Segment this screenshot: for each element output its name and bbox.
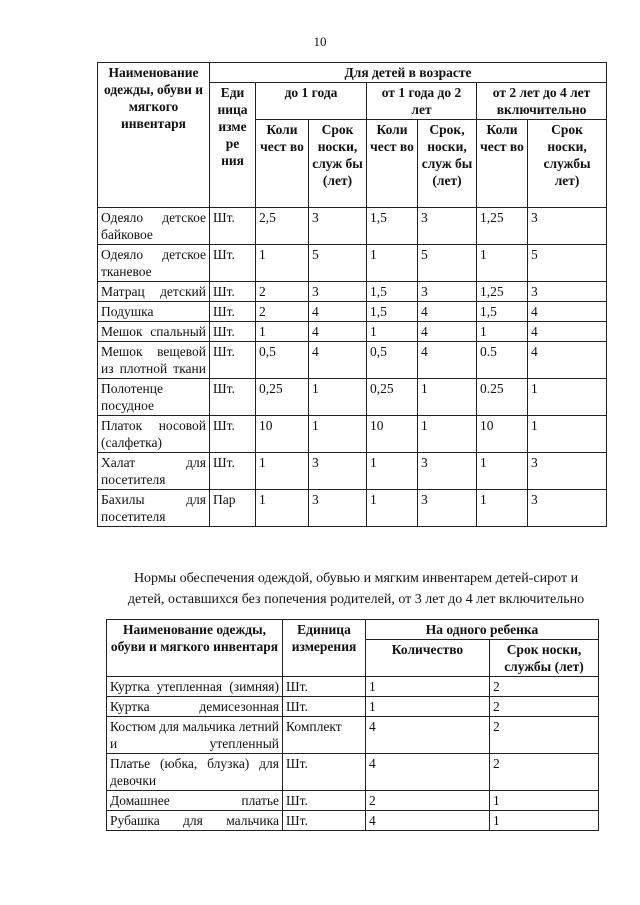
table-row (107, 811, 599, 831)
item-quantity: 1 (367, 322, 418, 342)
item-name: Платок носовой (салфетка) (98, 416, 210, 453)
item-unit: Шт. (210, 208, 256, 245)
item-quantity: 1 (477, 322, 528, 342)
item-service-term: 3 (528, 453, 607, 490)
item-name: Куртка утепленная (зимняя) (107, 677, 283, 697)
item-service-term: 1 (528, 416, 607, 453)
item-quantity: 1 (256, 322, 309, 342)
item-service-term: 3 (309, 453, 367, 490)
page-number: 10 (313, 34, 327, 49)
item-name: Полотенце посудное (98, 379, 210, 416)
header-per-child: На одного ребенка (366, 620, 599, 640)
header-name: Наименование одежды, обуви и мягкого инвентаря (107, 620, 283, 677)
header-quantity: Количество (366, 640, 490, 677)
table-row (98, 282, 607, 302)
header-quantity: Коли чест во (367, 120, 418, 208)
table-row (98, 453, 607, 490)
item-quantity: 1 (367, 490, 418, 527)
item-service-term: 2 (490, 697, 599, 717)
item-unit: Шт. (210, 416, 256, 453)
header-service-term: Срок носки, службы (лет) (490, 640, 599, 677)
item-service-term: 3 (528, 208, 607, 245)
item-quantity: 2 (256, 282, 309, 302)
item-unit: Шт. (210, 379, 256, 416)
item-service-term: 5 (418, 245, 477, 282)
item-service-term: 4 (309, 302, 367, 322)
item-service-term: 3 (418, 453, 477, 490)
item-service-term: 4 (528, 302, 607, 322)
item-quantity: 1 (366, 677, 490, 697)
item-quantity: 1,5 (367, 208, 418, 245)
item-quantity: 1 (366, 697, 490, 717)
header-unit: Единица измерения (283, 620, 366, 677)
item-service-term: 4 (309, 322, 367, 342)
item-name: Одеяло детское байковое (98, 208, 210, 245)
item-unit: Шт. (210, 453, 256, 490)
item-name: Халат для посетителя (98, 453, 210, 490)
item-service-term: 3 (528, 490, 607, 527)
item-quantity: 0.25 (477, 379, 528, 416)
table-clothing-norms-by-age (97, 62, 607, 527)
item-quantity: 1,5 (477, 302, 528, 322)
item-quantity: 4 (366, 811, 490, 831)
item-unit: Шт. (283, 697, 366, 717)
header-service-term: Срок носки, службы лет) (528, 120, 607, 208)
item-name: Бахилы для посетителя (98, 490, 210, 527)
item-quantity: 1,5 (367, 282, 418, 302)
item-name: Платье (юбка, блузка) для девочки (107, 754, 283, 791)
item-name: Одеяло детское тканевое (98, 245, 210, 282)
header-service-term: Срок, носки, служ бы (лет) (418, 120, 477, 208)
item-quantity: 1 (477, 453, 528, 490)
item-service-term: 4 (418, 322, 477, 342)
item-name: Домашнее платье (107, 791, 283, 811)
item-service-term: 4 (528, 322, 607, 342)
header-age-2-4: от 2 лет до 4 лет включительно (477, 83, 607, 120)
item-quantity: 2,5 (256, 208, 309, 245)
item-service-term: 1 (490, 791, 599, 811)
item-service-term: 1 (490, 811, 599, 831)
item-quantity: 1 (367, 245, 418, 282)
table-row (107, 717, 599, 754)
item-quantity: 0,5 (367, 342, 418, 379)
item-quantity: 10 (256, 416, 309, 453)
item-quantity: 1 (477, 490, 528, 527)
item-unit: Шт. (210, 322, 256, 342)
header-service-term: Срок носки, служ бы (лет) (309, 120, 367, 208)
item-unit: Шт. (210, 302, 256, 322)
item-service-term: 1 (418, 379, 477, 416)
item-service-term: 3 (309, 282, 367, 302)
item-service-term: 1 (309, 416, 367, 453)
item-quantity: 1 (256, 453, 309, 490)
item-quantity: 0,5 (256, 342, 309, 379)
item-service-term: 1 (528, 379, 607, 416)
item-quantity: 0,25 (367, 379, 418, 416)
table-row (98, 490, 607, 527)
item-service-term: 2 (490, 677, 599, 697)
item-service-term: 4 (309, 342, 367, 379)
item-service-term: 3 (309, 208, 367, 245)
section-heading-line: Нормы обеспечения одеждой, обувью и мягким инвентарем детей-сирот и (133, 571, 579, 586)
item-quantity: 4 (366, 754, 490, 791)
item-name: Рубашка для мальчика (107, 811, 283, 831)
table-row (107, 677, 599, 697)
item-unit: Пар (210, 490, 256, 527)
header-quantity: Коли чест во (477, 120, 528, 208)
item-quantity: 1,25 (477, 282, 528, 302)
item-quantity: 1 (367, 453, 418, 490)
item-service-term: 4 (418, 342, 477, 379)
item-service-term: 5 (528, 245, 607, 282)
item-name: Матрац детский (98, 282, 210, 302)
item-unit: Шт. (210, 282, 256, 302)
item-quantity: 0.5 (477, 342, 528, 379)
table-row (107, 754, 599, 791)
table-row (98, 302, 607, 322)
header-unit: Еди ница изме ре ния (210, 83, 256, 208)
header-age-0-1: до 1 года (256, 83, 367, 120)
item-unit: Шт. (283, 754, 366, 791)
item-quantity: 1 (256, 490, 309, 527)
item-unit: Шт. (210, 245, 256, 282)
item-unit: Шт. (283, 791, 366, 811)
item-service-term: 2 (490, 717, 599, 754)
item-name: Костюм для мальчика летний и утепленный (107, 717, 283, 754)
item-name: Мешок вещевой из плотной ткани (98, 342, 210, 379)
table-row (98, 322, 607, 342)
item-service-term: 3 (418, 490, 477, 527)
item-unit: Шт. (283, 811, 366, 831)
item-name: Куртка демисезонная (107, 697, 283, 717)
table-row (107, 791, 599, 811)
table-row (98, 208, 607, 245)
item-service-term: 5 (309, 245, 367, 282)
item-service-term: 1 (418, 416, 477, 453)
item-quantity: 4 (366, 717, 490, 754)
table-clothing-norms-3-4-years (106, 619, 599, 831)
table-row (98, 379, 607, 416)
item-service-term: 2 (490, 754, 599, 791)
item-service-term: 1 (309, 379, 367, 416)
item-service-term: 3 (418, 208, 477, 245)
item-service-term: 3 (309, 490, 367, 527)
item-unit: Комплект (283, 717, 366, 754)
table-row (107, 697, 599, 717)
table-row (98, 416, 607, 453)
item-service-term: 3 (418, 282, 477, 302)
table-row (98, 342, 607, 379)
item-unit: Шт. (210, 342, 256, 379)
item-quantity: 1 (477, 245, 528, 282)
item-name: Мешок спальный (98, 322, 210, 342)
item-quantity: 10 (477, 416, 528, 453)
item-quantity: 10 (367, 416, 418, 453)
item-service-term: 4 (528, 342, 607, 379)
item-name: Подушка (98, 302, 210, 322)
item-quantity: 0,25 (256, 379, 309, 416)
table-row (98, 245, 607, 282)
item-service-term: 3 (528, 282, 607, 302)
header-age-group: Для детей в возрасте (210, 63, 607, 83)
item-unit: Шт. (283, 677, 366, 697)
item-quantity: 1,25 (477, 208, 528, 245)
header-quantity: Коли чест во (256, 120, 309, 208)
section-heading-line: детей, оставшихся без попечения родителей, от 3 лет до 4 лет включительно (127, 592, 585, 607)
item-quantity: 2 (256, 302, 309, 322)
item-quantity: 1 (256, 245, 309, 282)
item-quantity: 1,5 (367, 302, 418, 322)
item-quantity: 2 (366, 791, 490, 811)
header-age-1-2: от 1 года до 2 лет (367, 83, 477, 120)
item-service-term: 4 (418, 302, 477, 322)
header-name: Наименование одежды, обуви и мягкого инвентаря (98, 63, 210, 208)
section-heading (96, 568, 616, 610)
